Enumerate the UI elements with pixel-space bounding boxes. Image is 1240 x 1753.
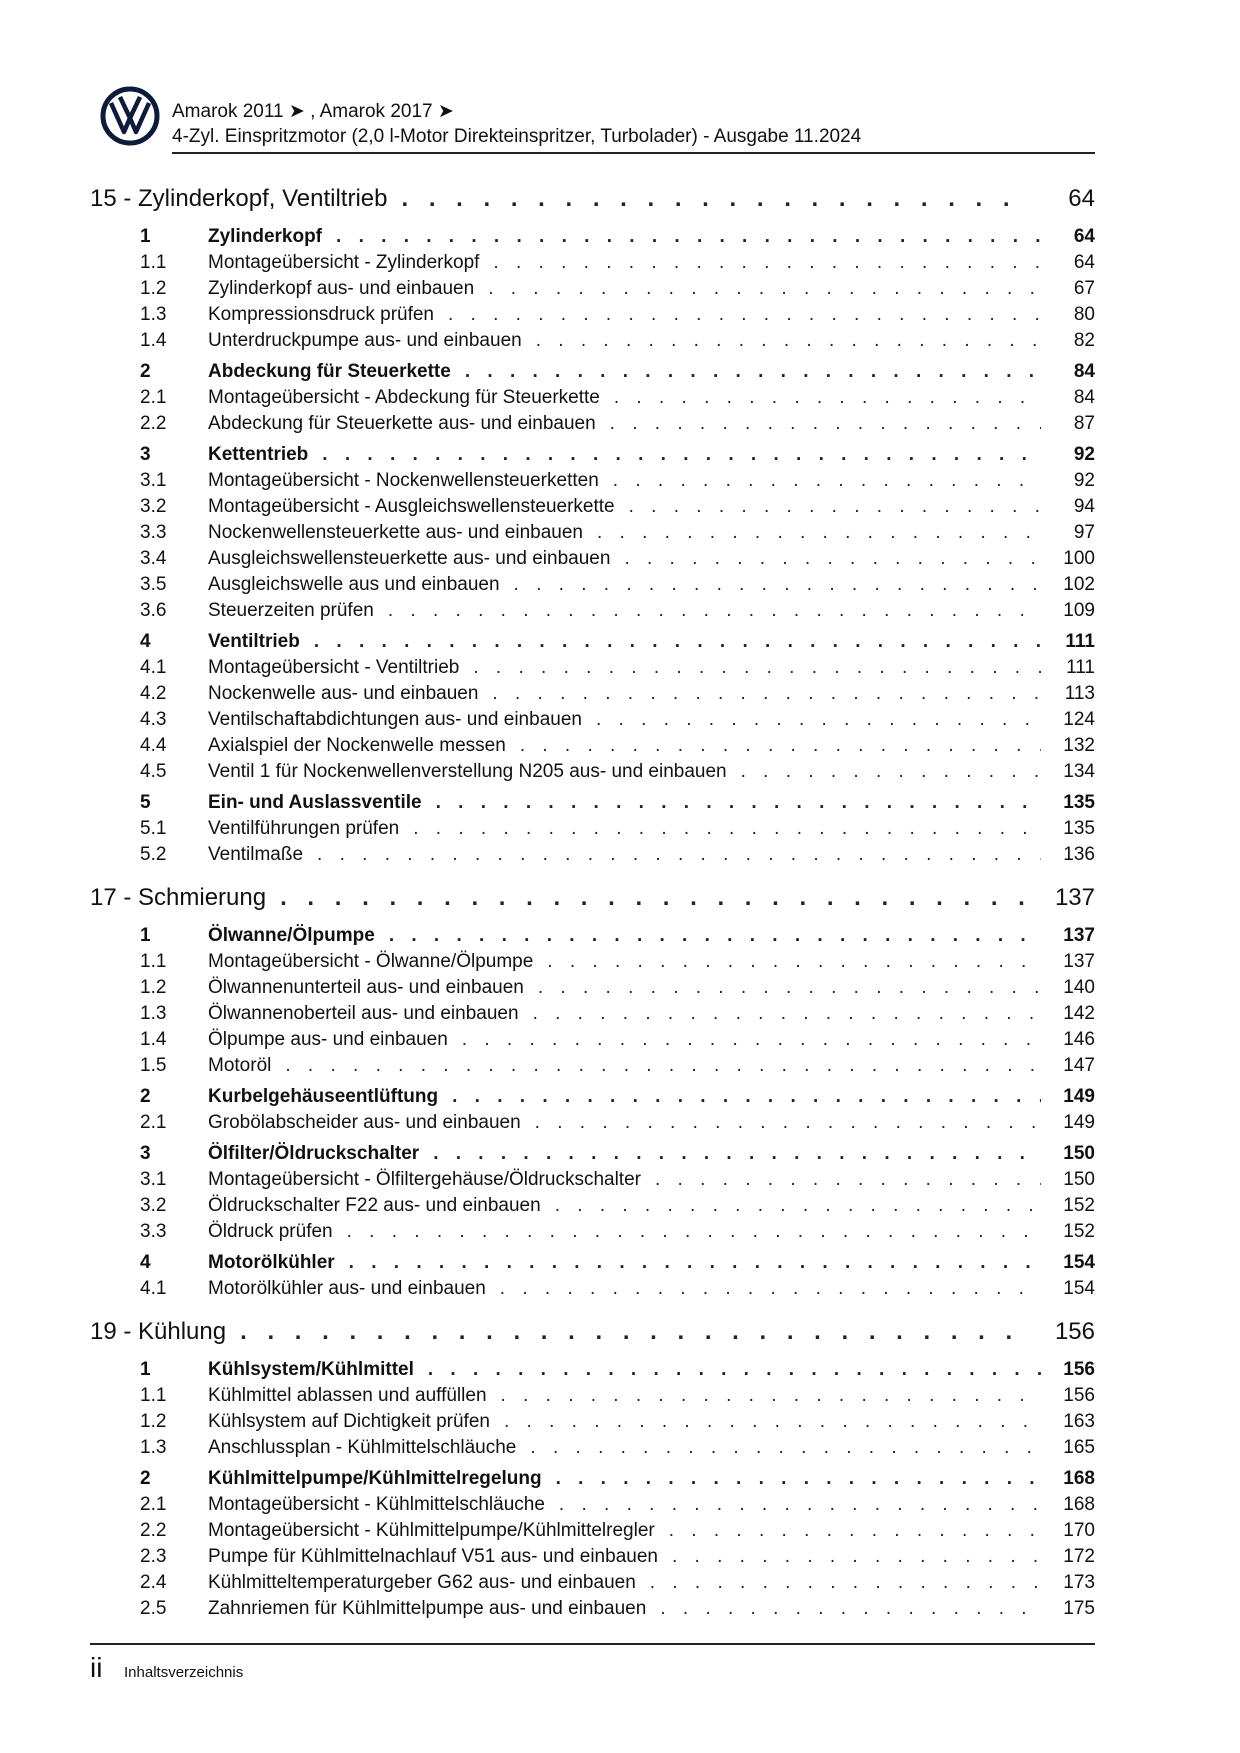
toc-entry[interactable] — [90, 683, 1095, 709]
entry-page-number: 92 — [1073, 470, 1095, 491]
entry-number: 3.1 — [140, 470, 167, 491]
dot-leader — [624, 548, 1041, 570]
toc-entry[interactable] — [90, 1520, 1095, 1546]
chapter-page-number: 111 — [1065, 631, 1095, 652]
entry-title: Kompressionsdruck prüfen — [208, 304, 434, 325]
entry-page-number: 111 — [1066, 657, 1095, 678]
toc-section — [90, 884, 1095, 1304]
entry-number: 3.3 — [140, 1221, 167, 1242]
entry-title: Ventilschaftabdichtungen aus- und einbauen — [208, 709, 582, 730]
dot-leader — [514, 574, 1041, 596]
toc-chapter-entry[interactable] — [90, 1086, 1095, 1112]
section-title: 17 - Schmierung — [90, 884, 267, 911]
toc-entry[interactable] — [90, 1598, 1095, 1624]
entry-page-number: 163 — [1063, 1411, 1095, 1432]
entry-number: 1.5 — [140, 1055, 167, 1076]
entry-page-number: 132 — [1063, 735, 1095, 756]
dot-leader — [504, 1411, 1041, 1433]
toc-entry[interactable] — [90, 735, 1095, 761]
entry-page-number: 152 — [1063, 1221, 1095, 1242]
chapter-title: Abdeckung für Steuerkette — [208, 361, 451, 382]
dot-leader — [672, 1546, 1041, 1568]
entry-title: Grobölabscheider aus- und einbauen — [208, 1112, 521, 1133]
toc-entry[interactable] — [90, 278, 1095, 304]
entry-page-number: 150 — [1063, 1169, 1095, 1190]
entry-page-number: 135 — [1063, 818, 1095, 839]
toc-chapter-entry[interactable] — [90, 631, 1095, 657]
entry-title: Abdeckung für Steuerkette aus- und einbauen — [208, 413, 596, 434]
entry-title: Axialspiel der Nockenwelle messen — [208, 735, 506, 756]
dot-leader — [389, 925, 1041, 947]
entry-title: Montageübersicht - Nockenwellensteuerketten — [208, 470, 599, 491]
toc-entry[interactable] — [90, 1112, 1095, 1138]
chapter-number: 4 — [140, 631, 151, 652]
chapter-title: Ölwanne/Ölpumpe — [208, 925, 375, 946]
entry-page-number: 82 — [1073, 330, 1095, 351]
chapter-page-number: 137 — [1063, 925, 1095, 946]
entry-title: Kühlsystem auf Dichtigkeit prüfen — [208, 1411, 490, 1432]
chapter-title: Kühlmittelpumpe/Kühlmittelregelung — [208, 1468, 542, 1489]
entry-title: Öldruckschalter F22 aus- und einbauen — [208, 1195, 541, 1216]
toc-entry[interactable] — [90, 844, 1095, 870]
toc-entry[interactable] — [90, 1411, 1095, 1437]
entry-title: Ventilführungen prüfen — [208, 818, 400, 839]
entry-number: 2.5 — [140, 1598, 167, 1619]
toc-entry[interactable] — [90, 252, 1095, 278]
entry-number: 3.2 — [140, 496, 167, 517]
chapter-number: 1 — [140, 226, 151, 247]
entry-page-number: 156 — [1063, 1385, 1095, 1406]
chapter-page-number: 168 — [1063, 1468, 1095, 1489]
entry-page-number: 64 — [1073, 252, 1095, 273]
dot-leader — [655, 1169, 1041, 1191]
entry-title: Nockenwelle aus- und einbauen — [208, 683, 479, 704]
dot-leader — [314, 631, 1041, 653]
entry-title: Montageübersicht - Ventiltrieb — [208, 657, 460, 678]
chapter-number: 1 — [140, 1359, 151, 1380]
entry-page-number: 142 — [1063, 1003, 1095, 1024]
entry-title: Ölwannenunterteil aus- und einbauen — [208, 977, 524, 998]
toc-entry[interactable] — [90, 496, 1095, 522]
entry-page-number: 149 — [1063, 1112, 1095, 1133]
toc-chapter-entry[interactable] — [90, 792, 1095, 818]
chapter-page-number: 84 — [1073, 361, 1095, 382]
dot-leader — [433, 1143, 1041, 1165]
entry-page-number: 134 — [1063, 761, 1095, 782]
entry-number: 1.1 — [140, 252, 167, 273]
entry-page-number: 140 — [1063, 977, 1095, 998]
dot-leader — [322, 444, 1041, 466]
entry-title: Motorölkühler aus- und einbauen — [208, 1278, 486, 1299]
dot-leader — [448, 304, 1041, 326]
dot-leader — [596, 709, 1041, 731]
toc-chapter-entry[interactable] — [90, 1143, 1095, 1169]
toc-entry[interactable] — [90, 413, 1095, 439]
dot-leader — [317, 844, 1041, 866]
entry-page-number: 152 — [1063, 1195, 1095, 1216]
dot-leader — [533, 1003, 1041, 1025]
chapter-page-number: 150 — [1063, 1143, 1095, 1164]
entry-page-number: 124 — [1063, 709, 1095, 730]
entry-number: 3.6 — [140, 600, 167, 621]
entry-number: 4.1 — [140, 1278, 167, 1299]
dot-leader — [473, 657, 1041, 679]
dot-leader — [547, 951, 1041, 973]
entry-title: Montageübersicht - Ausgleichswellensteuerkette — [208, 496, 615, 517]
chapter-title: Kurbelgehäuseentlüftung — [208, 1086, 439, 1107]
dot-leader — [488, 278, 1041, 300]
entry-page-number: 87 — [1073, 413, 1095, 434]
entry-title: Ventil 1 für Nockenwellenverstellung N205 aus- und einbauen — [208, 761, 727, 782]
chapter-number: 1 — [140, 925, 151, 946]
chapter-page-number: 64 — [1073, 226, 1095, 247]
entry-title: Ausgleichswellensteuerkette aus- und einbauen — [208, 548, 611, 569]
entry-number: 5.2 — [140, 844, 167, 865]
section-title: 19 - Kühlung — [90, 1318, 227, 1345]
entry-page-number: 175 — [1063, 1598, 1095, 1619]
toc-entry[interactable] — [90, 1003, 1095, 1029]
entry-number: 1.1 — [140, 1385, 167, 1406]
toc-entry[interactable] — [90, 1169, 1095, 1195]
entry-number: 4.1 — [140, 657, 167, 678]
entry-number: 1.3 — [140, 1437, 167, 1458]
entry-page-number: 100 — [1063, 548, 1095, 569]
chapter-title: Motorölkühler — [208, 1252, 335, 1273]
toc-chapter-entry[interactable] — [90, 226, 1095, 252]
dot-leader — [597, 522, 1041, 544]
toc-chapter-entry[interactable] — [90, 1468, 1095, 1494]
entry-page-number: 154 — [1063, 1278, 1095, 1299]
entry-page-number: 170 — [1063, 1520, 1095, 1541]
entry-number: 1.1 — [140, 951, 167, 972]
toc-entry[interactable] — [90, 1546, 1095, 1572]
entry-number: 4.5 — [140, 761, 167, 782]
dot-leader — [610, 413, 1041, 435]
section-page-number: 156 — [1054, 1318, 1095, 1345]
toc-entry[interactable] — [90, 470, 1095, 496]
entry-page-number: 137 — [1063, 951, 1095, 972]
chapter-page-number: 149 — [1063, 1086, 1095, 1107]
dot-leader — [428, 1359, 1041, 1381]
dot-leader — [669, 1520, 1041, 1542]
section-page-number: 137 — [1054, 884, 1095, 911]
table-of-contents — [90, 185, 1095, 1638]
toc-entry[interactable] — [90, 1385, 1095, 1411]
chapter-number: 2 — [140, 361, 151, 382]
entry-page-number: 109 — [1063, 600, 1095, 621]
chapter-page-number: 92 — [1073, 444, 1095, 465]
chapter-title: Kühlsystem/Kühlmittel — [208, 1359, 414, 1380]
toc-entry[interactable] — [90, 574, 1095, 600]
dot-leader — [555, 1195, 1041, 1217]
entry-number: 1.3 — [140, 1003, 167, 1024]
entry-number: 1.4 — [140, 330, 167, 351]
entry-title: Zylinderkopf aus- und einbauen — [208, 278, 475, 299]
entry-number: 4.3 — [140, 709, 167, 730]
entry-page-number: 165 — [1063, 1437, 1095, 1458]
entry-page-number: 136 — [1063, 844, 1095, 865]
dot-leader — [500, 1278, 1041, 1300]
toc-chapter-entry[interactable] — [90, 1252, 1095, 1278]
entry-page-number: 168 — [1063, 1494, 1095, 1515]
toc-entry[interactable] — [90, 600, 1095, 626]
toc-entry[interactable] — [90, 951, 1095, 977]
toc-entry[interactable] — [90, 657, 1095, 683]
entry-title: Unterdruckpumpe aus- und einbauen — [208, 330, 522, 351]
chapter-page-number: 135 — [1063, 792, 1095, 813]
dot-leader — [556, 1468, 1041, 1490]
entry-number: 3.1 — [140, 1169, 167, 1190]
dot-leader — [401, 185, 1029, 213]
toc-entry[interactable] — [90, 1221, 1095, 1247]
chapter-title: Kettentrieb — [208, 444, 309, 465]
entry-title: Ventilmaße — [208, 844, 304, 865]
entry-title: Pumpe für Kühlmittelnachlauf V51 aus- und einbauen — [208, 1546, 658, 1567]
entry-number: 3.4 — [140, 548, 167, 569]
section-title: 15 - Zylinderkopf, Ventiltrieb — [90, 185, 388, 212]
entry-number: 1.2 — [140, 977, 167, 998]
dot-leader — [535, 1112, 1041, 1134]
entry-number: 2.2 — [140, 413, 167, 434]
toc-entry[interactable] — [90, 1195, 1095, 1221]
entry-title: Motoröl — [208, 1055, 272, 1076]
toc-entry[interactable] — [90, 304, 1095, 330]
entry-page-number: 173 — [1063, 1572, 1095, 1593]
dot-leader — [538, 977, 1041, 999]
dot-leader — [452, 1086, 1041, 1108]
toc-entry[interactable] — [90, 818, 1095, 844]
entry-page-number: 113 — [1064, 683, 1095, 704]
footer-label: Inhaltsverzeichnis — [124, 1664, 244, 1681]
entry-title: Montageübersicht - Zylinderkopf — [208, 252, 480, 273]
footer-divider — [90, 1643, 1095, 1645]
dot-leader — [465, 361, 1041, 383]
entry-number: 4.4 — [140, 735, 167, 756]
section-page-number: 64 — [1068, 185, 1095, 212]
entry-title: Kühlmittel ablassen und auffüllen — [208, 1385, 487, 1406]
toc-section — [90, 185, 1095, 870]
chapter-page-number: 156 — [1063, 1359, 1095, 1380]
dot-leader — [462, 1029, 1041, 1051]
header-vehicle-models: Amarok 2011 ➤ , Amarok 2017 ➤ — [172, 101, 454, 122]
entry-title: Montageübersicht - Kühlmittelpumpe/Kühlmittelregler — [208, 1520, 655, 1541]
entry-number: 2.1 — [140, 1494, 167, 1515]
chapter-number: 2 — [140, 1086, 151, 1107]
toc-entry[interactable] — [90, 330, 1095, 356]
dot-leader — [349, 1252, 1041, 1274]
vw-logo-icon — [100, 86, 160, 146]
entry-title: Anschlussplan - Kühlmittelschläuche — [208, 1437, 517, 1458]
toc-entry[interactable] — [90, 387, 1095, 413]
dot-leader — [629, 496, 1041, 518]
dot-leader — [388, 600, 1041, 622]
toc-section — [90, 1318, 1095, 1624]
dot-leader — [240, 1318, 1029, 1346]
entry-number: 2.4 — [140, 1572, 167, 1593]
header-engine-description: 4-Zyl. Einspritzmotor (2,0 l-Motor Direkteinspritzer, Turbolader) - Ausgabe 11.2024 — [172, 126, 862, 147]
entry-number: 2.2 — [140, 1520, 167, 1541]
toc-entry[interactable] — [90, 1494, 1095, 1520]
dot-leader — [530, 1437, 1041, 1459]
toc-section-heading[interactable] — [90, 1318, 1095, 1354]
chapter-title: Ölfilter/Öldruckschalter — [208, 1143, 420, 1164]
toc-entry[interactable] — [90, 1437, 1095, 1463]
toc-chapter-entry[interactable] — [90, 1359, 1095, 1385]
toc-entry[interactable] — [90, 1055, 1095, 1081]
dot-leader — [660, 1598, 1041, 1620]
toc-entry[interactable] — [90, 977, 1095, 1003]
header-divider — [172, 152, 1095, 154]
toc-entry[interactable] — [90, 1278, 1095, 1304]
entry-number: 3.3 — [140, 522, 167, 543]
dot-leader — [536, 330, 1041, 352]
entry-title: Montageübersicht - Abdeckung für Steuerkette — [208, 387, 600, 408]
entry-title: Ölwannenoberteil aus- und einbauen — [208, 1003, 519, 1024]
entry-page-number: 80 — [1073, 304, 1095, 325]
dot-leader — [501, 1385, 1041, 1407]
dot-leader — [559, 1494, 1041, 1516]
chapter-number: 3 — [140, 1143, 151, 1164]
toc-entry[interactable] — [90, 548, 1095, 574]
dot-leader — [650, 1572, 1041, 1594]
toc-entry[interactable] — [90, 709, 1095, 735]
chapter-title: Ein- und Auslassventile — [208, 792, 422, 813]
entry-title: Ölpumpe aus- und einbauen — [208, 1029, 448, 1050]
dot-leader — [285, 1055, 1041, 1077]
entry-page-number: 94 — [1073, 496, 1095, 517]
entry-title: Steuerzeiten prüfen — [208, 600, 374, 621]
dot-leader — [613, 470, 1041, 492]
toc-entry[interactable] — [90, 1572, 1095, 1598]
entry-page-number: 147 — [1063, 1055, 1095, 1076]
toc-chapter-entry[interactable] — [90, 925, 1095, 951]
chapter-number: 3 — [140, 444, 151, 465]
dot-leader — [336, 226, 1041, 248]
dot-leader — [741, 761, 1041, 783]
entry-number: 2.1 — [140, 387, 167, 408]
chapter-number: 2 — [140, 1468, 151, 1489]
chapter-number: 4 — [140, 1252, 151, 1273]
toc-section-heading[interactable] — [90, 185, 1095, 221]
chapter-title: Zylinderkopf — [208, 226, 323, 247]
toc-section-heading[interactable] — [90, 884, 1095, 920]
toc-entry[interactable] — [90, 522, 1095, 548]
entry-page-number: 172 — [1063, 1546, 1095, 1567]
entry-title: Montageübersicht - Kühlmittelschläuche — [208, 1494, 545, 1515]
entry-number: 4.2 — [140, 683, 167, 704]
entry-title: Ausgleichswelle aus und einbauen — [208, 574, 500, 595]
toc-chapter-entry[interactable] — [90, 444, 1095, 470]
entry-number: 1.2 — [140, 278, 167, 299]
entry-number: 3.2 — [140, 1195, 167, 1216]
entry-page-number: 146 — [1063, 1029, 1095, 1050]
dot-leader — [614, 387, 1041, 409]
dot-leader — [347, 1221, 1041, 1243]
entry-number: 2.1 — [140, 1112, 167, 1133]
entry-number: 3.5 — [140, 574, 167, 595]
entry-title: Nockenwellensteuerkette aus- und einbauen — [208, 522, 583, 543]
entry-page-number: 84 — [1073, 387, 1095, 408]
footer-page-number: ii — [90, 1652, 103, 1683]
dot-leader — [520, 735, 1041, 757]
entry-number: 1.2 — [140, 1411, 167, 1432]
chapter-title: Ventiltrieb — [208, 631, 300, 652]
entry-number: 1.4 — [140, 1029, 167, 1050]
entry-number: 2.3 — [140, 1546, 167, 1567]
toc-chapter-entry[interactable] — [90, 361, 1095, 387]
toc-entry[interactable] — [90, 761, 1095, 787]
toc-entry[interactable] — [90, 1029, 1095, 1055]
chapter-page-number: 154 — [1063, 1252, 1095, 1273]
dot-leader — [493, 252, 1041, 274]
dot-leader — [280, 884, 1029, 912]
dot-leader — [492, 683, 1041, 705]
page-header — [100, 86, 1095, 154]
dot-leader — [413, 818, 1041, 840]
entry-title: Montageübersicht - Ölwanne/Ölpumpe — [208, 951, 534, 972]
chapter-number: 5 — [140, 792, 151, 813]
entry-title: Montageübersicht - Ölfiltergehäuse/Öldruckschalter — [208, 1169, 641, 1190]
entry-page-number: 67 — [1073, 278, 1095, 299]
entry-page-number: 97 — [1073, 522, 1095, 543]
entry-title: Öldruck prüfen — [208, 1221, 333, 1242]
entry-title: Kühlmitteltemperaturgeber G62 aus- und einbauen — [208, 1572, 636, 1593]
entry-title: Zahnriemen für Kühlmittelpumpe aus- und einbauen — [208, 1598, 647, 1619]
entry-number: 1.3 — [140, 304, 167, 325]
dot-leader — [436, 792, 1041, 814]
entry-number: 5.1 — [140, 818, 167, 839]
entry-page-number: 102 — [1063, 574, 1095, 595]
